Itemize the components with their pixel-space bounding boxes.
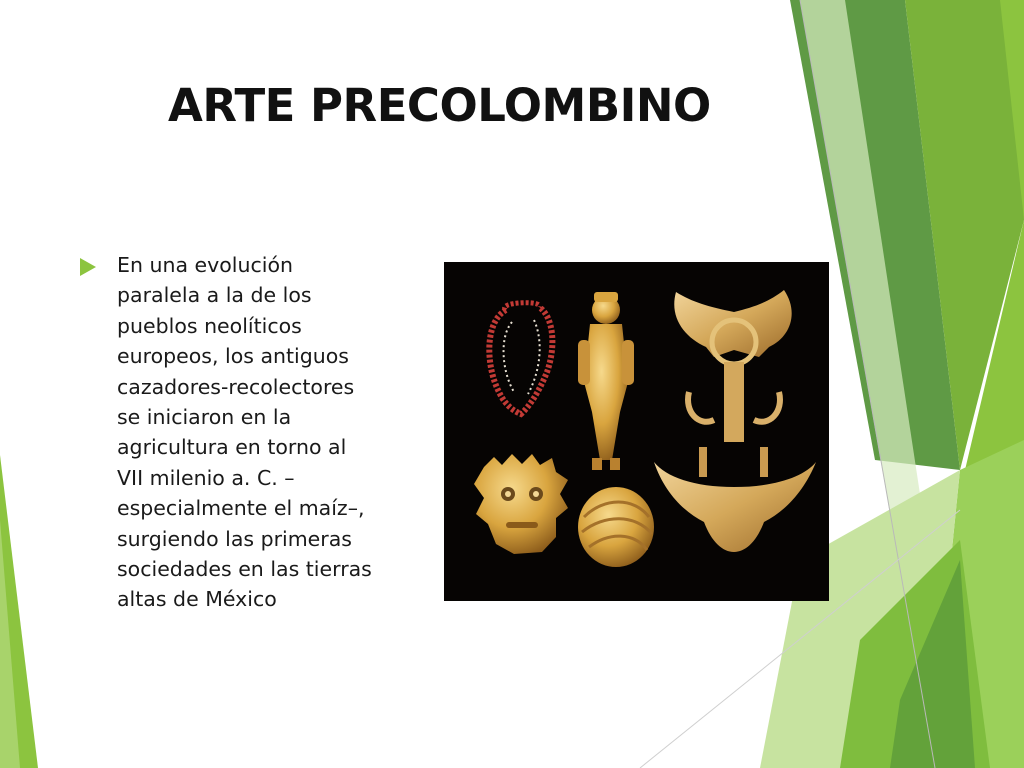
slide-title: ARTE PRECOLOMBINO [168,79,711,132]
triangle-bullet-icon [80,258,96,276]
bullet-text: En una evolución paralela a la de los pueblos neolíticos europeos, los antiguos cazadores-recolectores se iniciaron en la agricultura en torno al VII milenio a. C. – especialmente el maíz–, surgiendo las primeras sociedades en las tierras altas de México [117,253,372,612]
artifacts-photo [444,262,829,601]
shell-artifact [578,487,654,567]
